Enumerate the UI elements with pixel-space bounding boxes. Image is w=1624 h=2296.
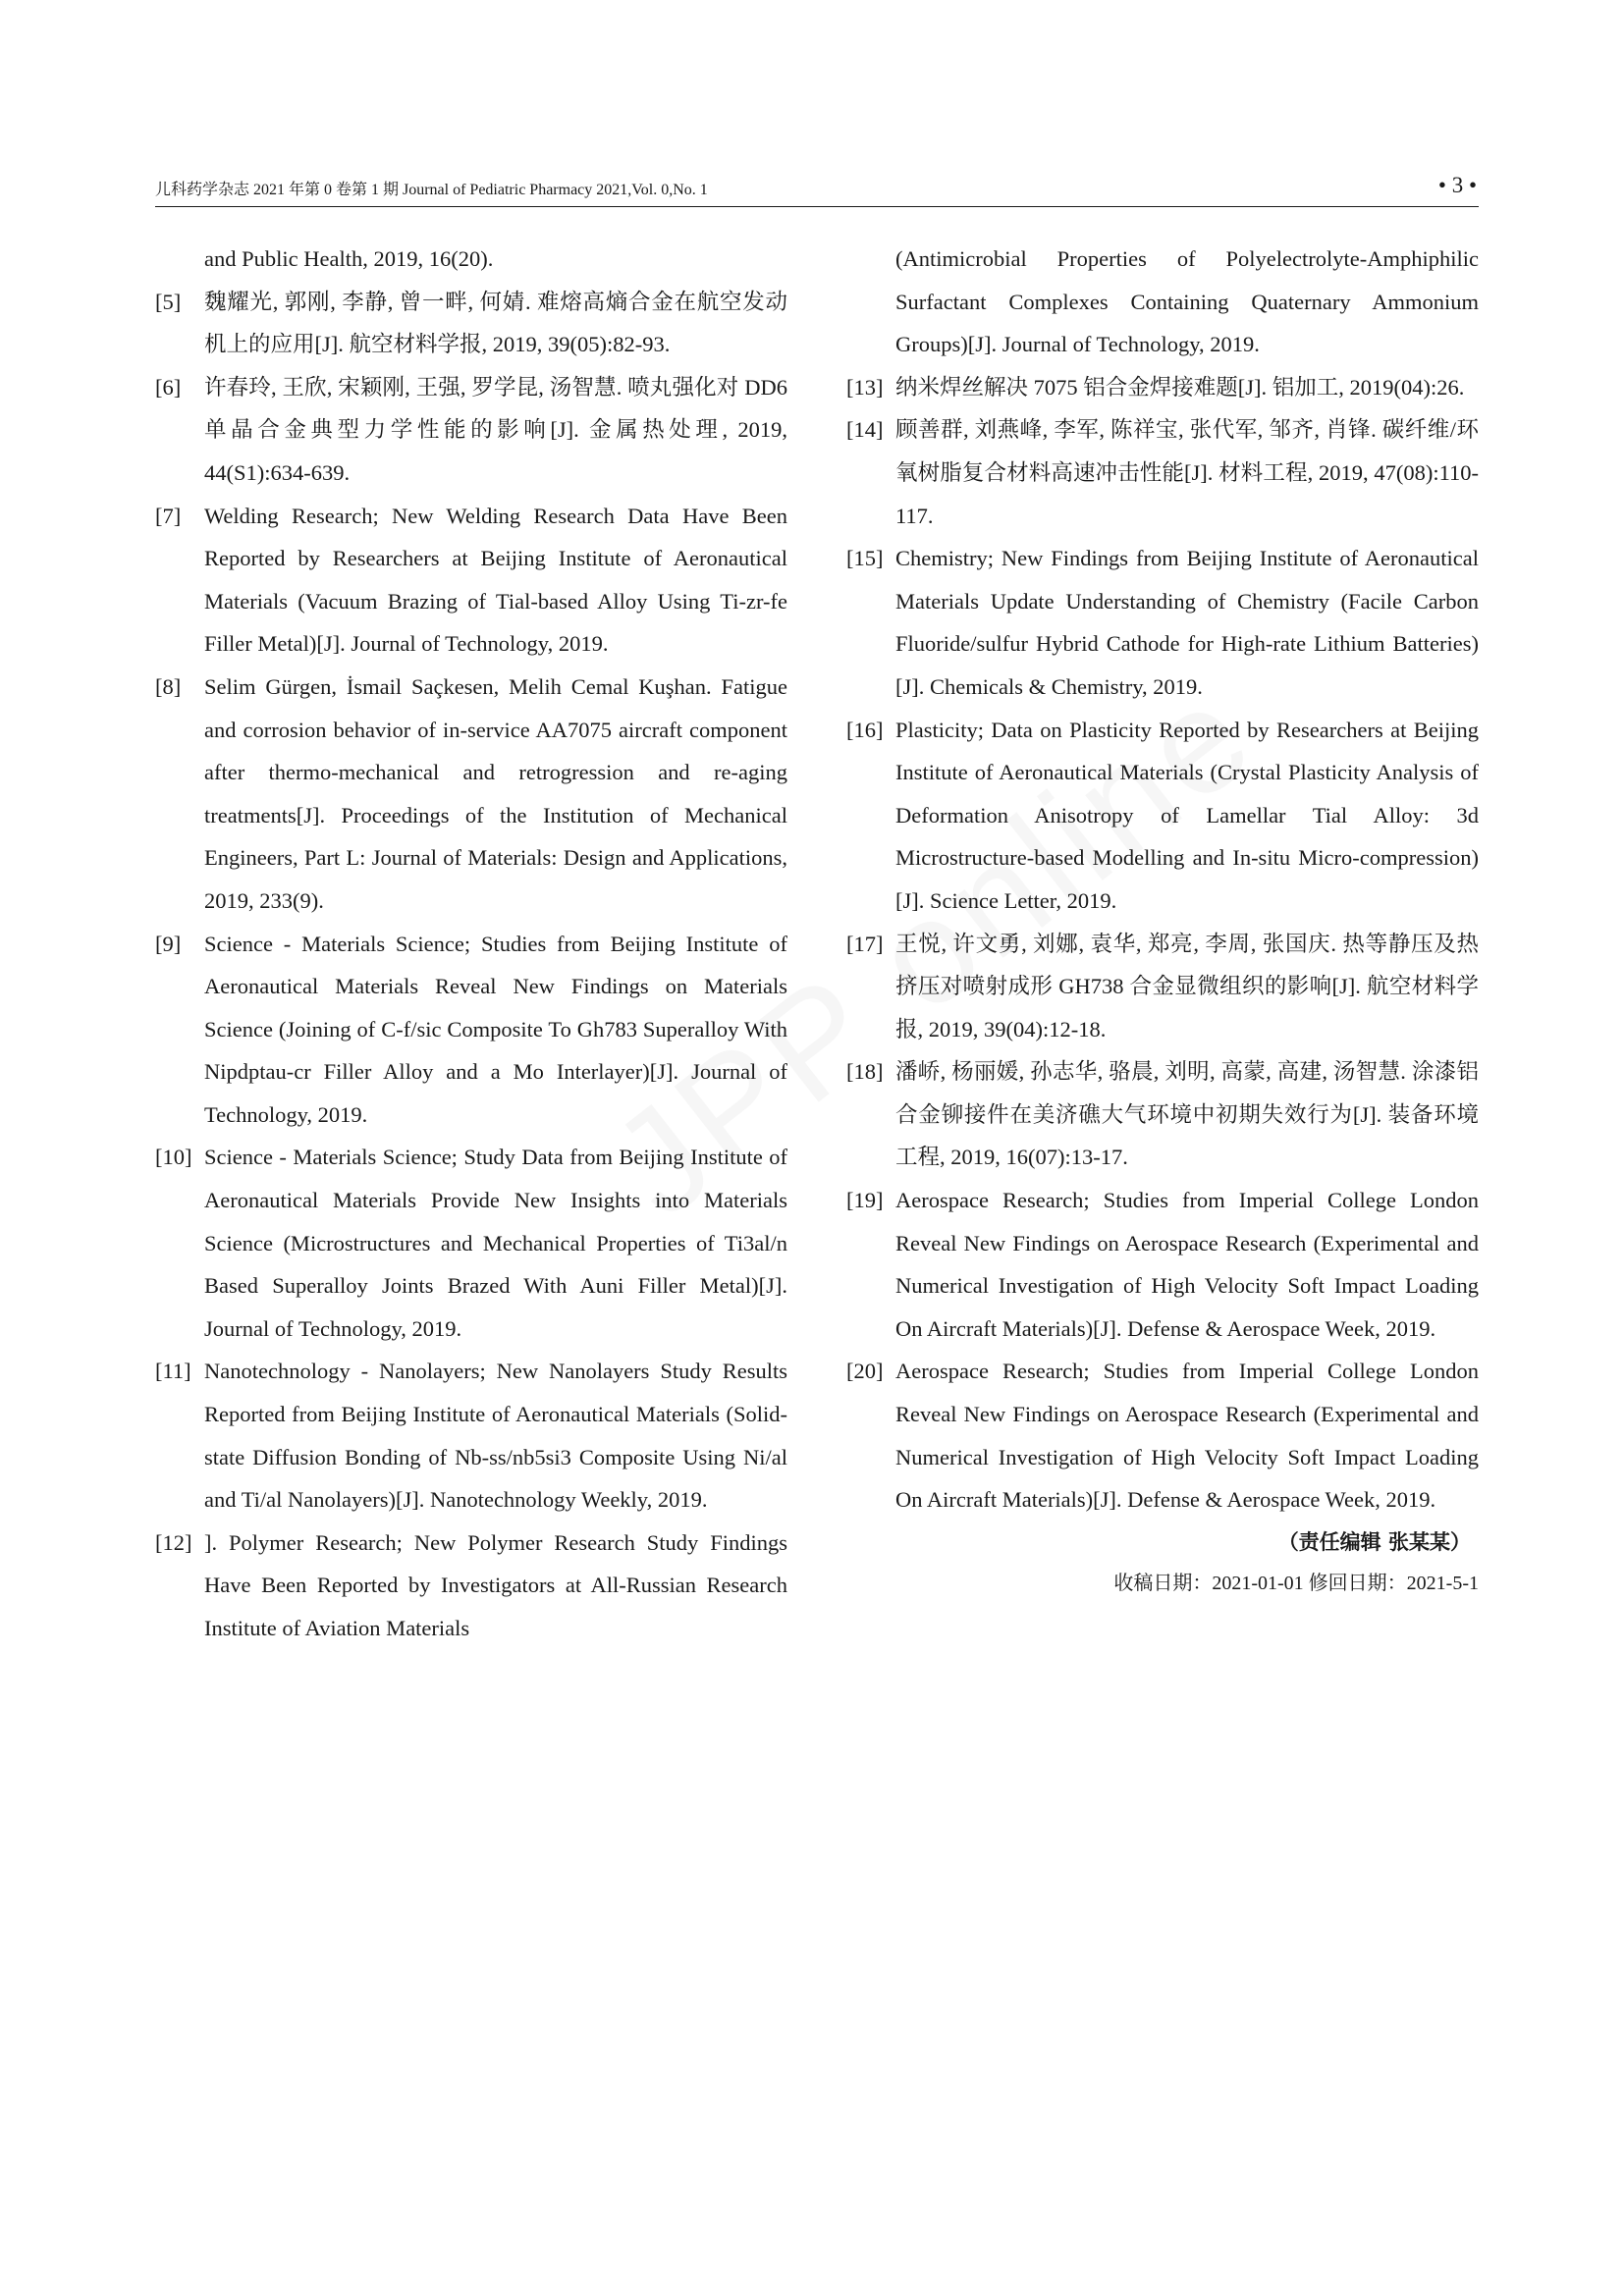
reference-text: 魏耀光, 郭刚, 李静, 曾一畔, 何婧. 难熔高熵合金在航空发动机上的应用[J]. 航空材料学报, 2019, 39(05):82-93. — [204, 289, 787, 357]
reference-item — [155, 281, 787, 366]
responsible-editor: （责任编辑 张某某） — [1277, 1529, 1471, 1554]
reference-text: Science - Materials Science; Study Data from Beijing Institute of Aeronautical Materials Provide New Insights into Materials Science (Microstructures and Mechanical Properties of Ti3al/n Based Superalloy Joints Brazed With Auni Filler Metal)[J]. Journal of Technology, 2019. — [204, 1145, 787, 1341]
reference-item — [155, 666, 787, 923]
left-column — [155, 238, 787, 1650]
reference-item — [155, 1522, 787, 1650]
reference-text: Selim Gürgen, İsmail Saçkesen, Melih Cemal Kuşhan. Fatigue and corrosion behavior of in-service AA7075 aircraft component after thermo-mechanical and retrogression and re-aging treatments[J]. Proceedings of the Institution of Mechanical Engineers, Part L: Journal of Materials: Design and Applications, 2019, 233(9). — [204, 673, 787, 913]
reference-text: Science - Materials Science; Studies from Beijing Institute of Aeronautical Materials Reveal New Findings on Materials Science (Joining of C-f/sic Composite To Gh783 Superalloy With Nipdptau-cr Filler Alloy and a Mo Interlayer)[J]. Journal of Technology, 2019. — [204, 931, 787, 1127]
reference-number: [17] — [846, 931, 884, 956]
reference-number: [15] — [846, 546, 884, 571]
reference-text: Aerospace Research; Studies from Imperial College London Reveal New Findings on Aerospace Research (Experimental and Numerical Investigation of High Velocity Soft Impact Loading On Aircraft Materials)[J]. Defense & Aerospace Week, 2019. — [895, 1359, 1479, 1513]
reference-number: [11] — [155, 1359, 191, 1384]
received-revised-dates: 收稿日期：2021-01-01 修回日期：2021-5-1 — [1113, 1573, 1479, 1595]
journal-info: 儿科药学杂志 2021 年第 0 卷第 1 期 Journal of Pediatric Pharmacy 2021,Vol. 0,No. 1 — [155, 182, 708, 198]
reference-number: [13] — [846, 374, 884, 400]
reference-text: Plasticity; Data on Plasticity Reported by Researchers at Beijing Institute of Aeronautical Materials (Crystal Plasticity Analysis of Deformation Anisotropy of Lamellar Tial Alloy: 3d Microstructure-based Modelling and In-situ Micro-compression)[J]. Science Letter, 2019. — [895, 717, 1479, 913]
reference-item — [846, 408, 1479, 537]
reference-item — [155, 1350, 787, 1521]
reference-text: 许春玲, 王欣, 宋颖刚, 王强, 罗学昆, 汤智慧. 喷丸强化对 DD6 单晶合金典型力学性能的影响[J]. 金属热处理, 2019, 44(S1):634-639. — [204, 374, 787, 485]
reference-number: [19] — [846, 1188, 884, 1213]
reference-item — [846, 923, 1479, 1051]
reference-number: [10] — [155, 1145, 192, 1170]
reference-item — [846, 709, 1479, 923]
reference-number: [12] — [155, 1529, 192, 1555]
reference-number: [5] — [155, 289, 182, 314]
reference-text: 潘峤, 杨丽媛, 孙志华, 骆晨, 刘明, 高蒙, 高建, 汤智慧. 涂漆铝合金铆接件在美济礁大气环境中初期失效行为[J]. 装备环境工程, 2019, 16(07):13-17. — [895, 1059, 1479, 1170]
reference-item — [155, 923, 787, 1137]
page-number: • 3 • — [1437, 173, 1477, 197]
reference-item — [846, 1179, 1479, 1350]
reference-item — [846, 1050, 1479, 1179]
reference-text: ]. Polymer Research; New Polymer Research Study Findings Have Been Reported by Investigators at All-Russian Research Institute of Aviation Materials — [204, 1529, 787, 1640]
reference-item — [155, 495, 787, 666]
reference-text: Welding Research; New Welding Research Data Have Been Reported by Researchers at Beijing Institute of Aeronautical Materials (Vacuum Brazing of Tial-based Alloy Using Ti-zr-fe Filler Metal)[J]. Journal of Technology, 2019. — [204, 503, 787, 657]
reference-text: 纳米焊丝解决 7075 铝合金焊接难题[J]. 铝加工, 2019(04):26. — [895, 374, 1465, 400]
right-column — [846, 238, 1479, 1603]
reference-item — [846, 366, 1479, 409]
reference-number: [8] — [155, 673, 182, 699]
reference-number: [18] — [846, 1059, 884, 1085]
reference-text: 顾善群, 刘燕峰, 李军, 陈祥宝, 张代军, 邹齐, 肖锋. 碳纤维/环氧树脂复合材料高速冲击性能[J]. 材料工程, 2019, 47(08):110-117. — [895, 417, 1479, 528]
reference-number: [14] — [846, 417, 884, 443]
reference-number: [9] — [155, 931, 182, 956]
reference-text: 王悦, 许文勇, 刘娜, 袁华, 郑亮, 李周, 张国庆. 热等静压及热挤压对喷射成形 GH738 合金显微组织的影响[J]. 航空材料学报, 2019, 39(04):12-18. — [895, 931, 1479, 1041]
reference-number: [6] — [155, 374, 182, 400]
reference-text: Nanotechnology - Nanolayers; New Nanolayers Study Results Reported from Beijing Institute of Aeronautical Materials (Solid-state Diffusion Bonding of Nb-ss/nb5si3 Composite Using Ni/al and Ti/al Nanolayers)[J]. Nanotechnology Weekly, 2019. — [204, 1359, 787, 1513]
reference-continuation: and Public Health, 2019, 16(20). — [204, 246, 494, 271]
reference-item — [846, 537, 1479, 708]
reference-item — [155, 366, 787, 495]
reference-continuation: (Antimicrobial Properties of Polyelectrolyte-Amphiphilic Surfactant Complexes Containing Quaternary Ammonium Groups)[J]. Journal of Technology, 2019. — [895, 246, 1479, 357]
running-header — [155, 173, 1479, 207]
reference-item — [155, 1136, 787, 1350]
reference-item — [846, 1350, 1479, 1521]
reference-number: [7] — [155, 503, 182, 528]
reference-number: [16] — [846, 717, 884, 742]
reference-text: Aerospace Research; Studies from Imperial College London Reveal New Findings on Aerospace Research (Experimental and Numerical Investigation of High Velocity Soft Impact Loading On Aircraft Materials)[J]. Defense & Aerospace Week, 2019. — [895, 1188, 1479, 1341]
reference-text: Chemistry; New Findings from Beijing Institute of Aeronautical Materials Update Understanding of Chemistry (Facile Carbon Fluoride/sulfur Hybrid Cathode for High-rate Lithium Batteries)[J]. Chemicals & Chemistry, 2019. — [895, 546, 1479, 699]
reference-number: [20] — [846, 1359, 884, 1384]
